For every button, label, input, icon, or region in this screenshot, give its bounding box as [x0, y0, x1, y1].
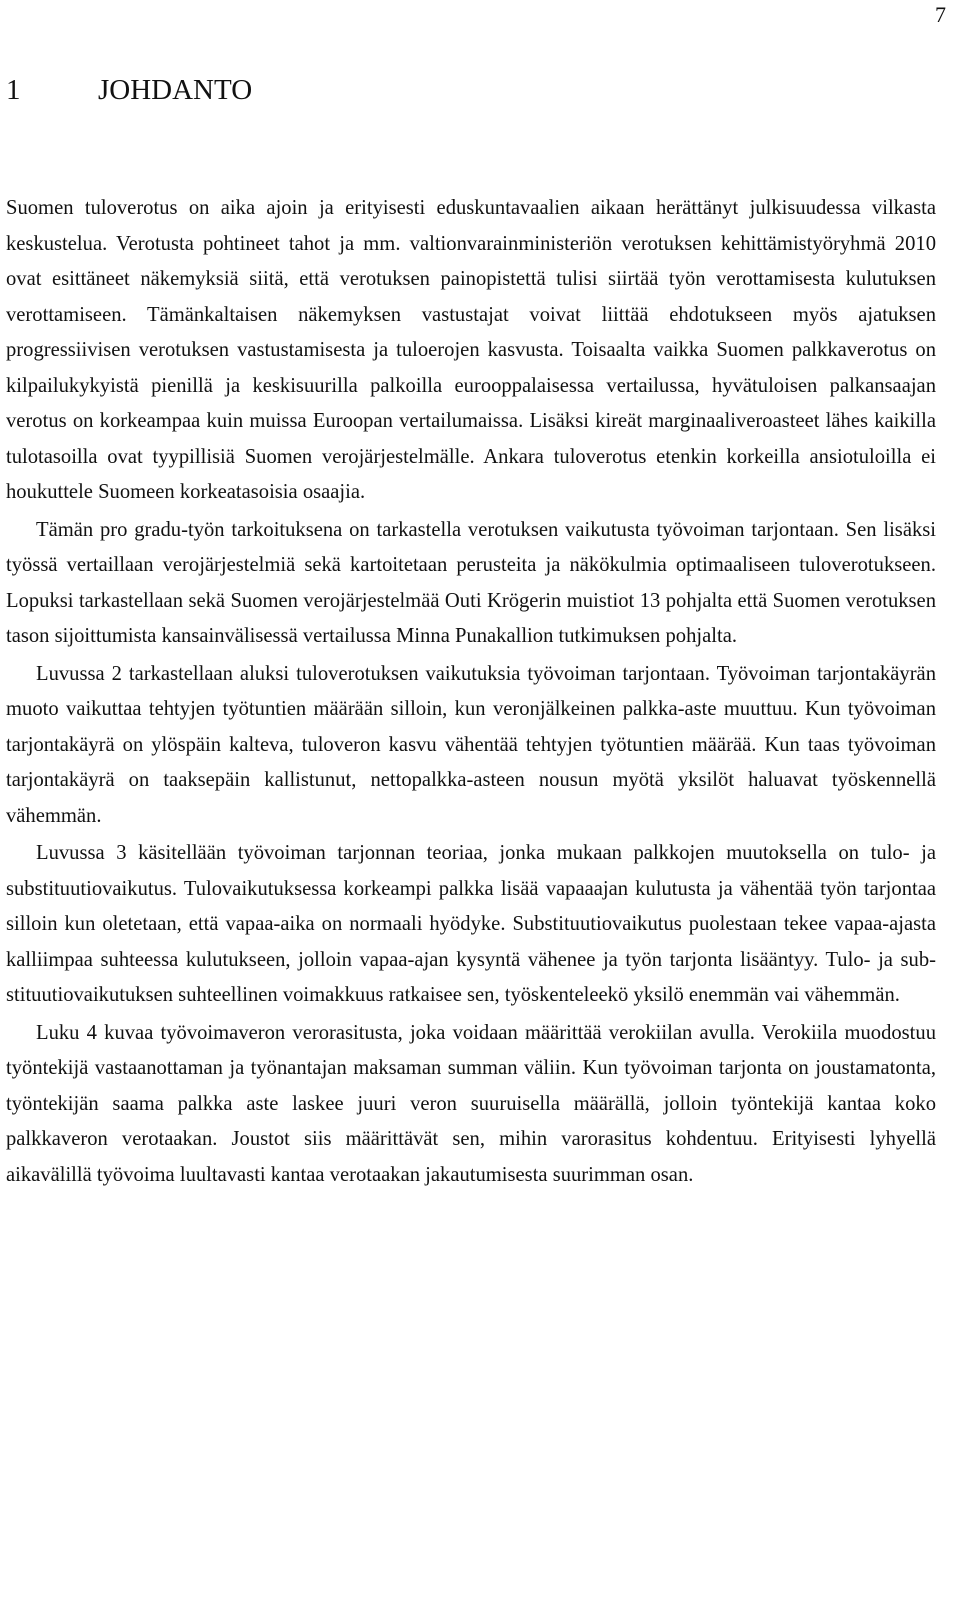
paragraph-3: Luvussa 2 tarkastellaan aluksi tuloverotuksen vaikutuksia työvoiman tarjontaan. Työvoiman tarjontakäyrän muoto vaikuttaa tehtyjen työtuntien määrään silloin, kun veronjälkeinen palkka-aste muuttuu. Kun työvoiman tarjontakäyrä on ylöspäin kalteva, tuloveron kasvu vähentää tehtyjen työtuntien määrää. Kun taas työvoiman tarjontakäyrä on taaksepäin kallistunut, nettopalkka-asteen nousun myötä yksilöt haluavat työskennellä vähemmän. — [6, 662, 936, 827]
body-text — [6, 191, 936, 1193]
chapter-heading — [6, 72, 252, 108]
paragraph-1: Suomen tuloverotus on aika ajoin ja erityisesti eduskuntavaalien aikaan herättänyt julkisuudessa vilkasta keskustelua. Verotusta pohtineet tahot ja mm. valtionvarainministeriön verotuksen kehittämistyöryhmä 2010 ovat esittäneet näkemyksiä siitä, että verotuksen painopistettä tulisi siirtää työn verottamisesta kulutuksen verottamiseen. Tämänkaltaisen näkemyksen vastustajat voivat liittää ehdotukseen myös ajatuksen progressiivisen verotuksen vastustamisesta ja tuloerojen kasvusta. Toisaalta vaikka Suomen palkkaverotus on kilpailukykyistä pienillä ja keskisuurilla palkoilla eurooppalaisessa vertailussa, hyvätuloisen palkansaajan verotus on korkeampaa kuin muissa Euroopan vertailumaissa. Lisäksi kireät marginaaliveroasteet lähes kaikilla tulotasoilla ovat tyypillisiä Suomen verojärjestelmälle. Ankara tuloverotus etenkin korkeilla ansiotuloilla ei houkuttele Suomeen korkeatasoisia osaajia. — [6, 197, 936, 503]
paragraph-5: Luku 4 kuvaa työvoimaveron verorasitusta, joka voidaan määrittää verokiilan avulla. Verokiila muodostuu työntekijä vastaanottaman ja työnantajan maksaman summan väliin. Kun työvoiman tarjonta on joustamatonta, työntekijän saama palkka aste laskee juuri veron suuruisella määrällä, jolloin työntekijä kantaa koko palkkaveron verotaakan. Joustot siis määrittävät sen, mihin varorasitus kohdentuu. Erityisesti lyhyellä aikavälillä työvoima luultavasti kantaa verotaakan jakautumisesta suurimman osan. — [6, 1021, 936, 1186]
paragraph-2: Tämän pro gradu-työn tarkoituksena on tarkastella verotuksen vaikutusta työvoiman tarjontaan. Sen lisäksi työssä vertaillaan verojärjestelmiä sekä kartoitetaan perusteita ja näkökulmia optimaaliseen tuloverotukseen. Lopuksi tarkastellaan sekä Suomen verojärjestelmää Outi Krögerin muistiot 13 pohjalta että Suomen verotuksen tason sijoittumista kansainvälisessä vertailussa Minna Punakallion tutkimuksen pohjalta. — [6, 518, 936, 647]
chapter-title: JOHDANTO — [98, 74, 253, 106]
page-number: 7 — [935, 2, 946, 27]
chapter-number: 1 — [6, 74, 21, 106]
paragraph-4: Luvussa 3 käsitellään työvoiman tarjonnan teoriaa, jonka mukaan palkkojen muutoksella on tulo- ja substituutiovaikutus. Tulovaikutuksessa korkeampi palkka lisää vapaaajan kulutusta ja vähentää työn tarjontaa silloin kun oletetaan, että vapaa-aika on normaali hyödyke. Substituutiovaikutus puolestaan tekee vapaa-ajasta kalliimpaa suhteessa kulutukseen, jolloin vapaa-ajan kysyntä vähenee ja työn tarjonta lisääntyy. Tulo- ja substituutiovaikutuksen suhteellinen voimakkuus ratkaisee sen, työskenteleekö yksilö enemmän vai vähemmän. — [6, 842, 936, 1006]
